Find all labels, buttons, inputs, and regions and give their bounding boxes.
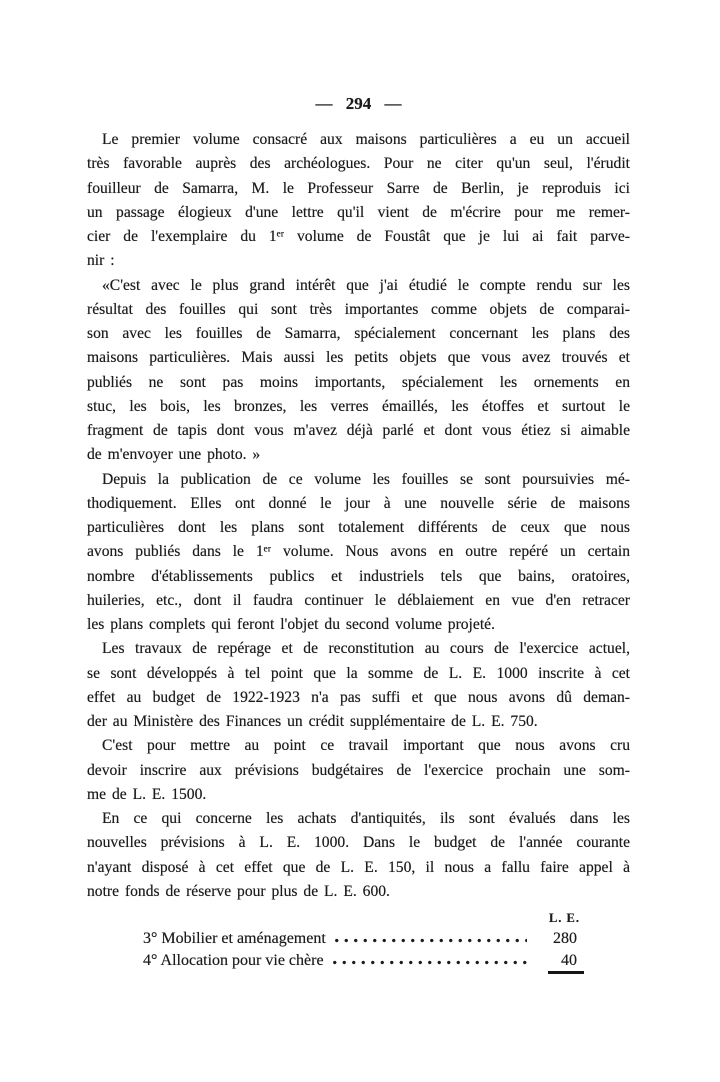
text-line: nir : <box>87 252 115 270</box>
text-line: un passage élogieux d'une lettre qu'il vient de m'écrire pour me remer- <box>87 203 630 221</box>
text-line: très favorable auprès des archéologues. Pour ne citer qu'un seul, l'érudit <box>87 155 630 173</box>
ledger-row-label: 4° Allocation pour vie chère <box>143 952 324 969</box>
text-line: Le premier volume consacré aux maisons particulières a eu un accueil <box>102 131 630 148</box>
total-rule <box>548 971 584 974</box>
text-line: se sont développés à tel point que la somme de L. E. 1000 inscrite à cet <box>87 664 630 682</box>
text-line: avons publiés dans le 1ᵉʳ volume. Nous avons en outre repéré un certain <box>87 543 630 561</box>
text-line: les plans complets qui feront l'objet du second volume projeté. <box>87 616 495 633</box>
text-line: son avec les fouilles de Samarra, spécialement concernant les plans des <box>87 325 630 342</box>
text-line: n'ayant disposé à cet effet que de L. E. 150, il nous a fallu faire appel à <box>87 858 630 876</box>
currency-column-header: L. E. <box>548 911 580 925</box>
text-line: nombre d'établissements publics et industriels tels que bains, oratoires, <box>87 567 630 585</box>
text-line: de m'envoyer une photo. » <box>87 446 261 464</box>
dot-leader <box>332 938 527 943</box>
text-line: maisons particulières. Mais aussi les petits objets que vous avez trouvés et <box>87 349 630 367</box>
ledger-row <box>87 928 630 950</box>
text-line: En ce qui concerne les achats d'antiquités, ils sont évalués dans les <box>102 810 630 827</box>
text-line: thodiquement. Elles ont donné le jour à une nouvelle série de maisons <box>87 494 630 512</box>
text-line: huileries, etc., dont il faudra continuer le déblaiement en vue d'en retracer <box>87 591 630 609</box>
text-line: devoir inscrire aux prévisions budgétaires de l'exercice prochain une som- <box>87 761 630 779</box>
ledger-row-value: 280 <box>553 930 577 947</box>
text-line: «C'est avec le plus grand intérêt que j'ai étudié le compte rendu sur les <box>102 276 630 294</box>
text-line: effet au budget de 1922-1923 n'a pas suffi et que nous avons dû deman- <box>87 688 630 706</box>
ledger-row <box>87 950 630 972</box>
text-line: me de L. E. 1500. <box>87 785 207 803</box>
text-line: résultat des fouilles qui sont très importantes comme objets de comparai- <box>87 300 630 318</box>
text-line: fragment de tapis dont vous m'avez déjà parlé et dont vous étiez si aimable <box>87 422 630 439</box>
text-line: publiés ne sont pas moins importants, spécialement les ornements en <box>87 373 630 391</box>
text-line: der au Ministère des Finances un crédit supplémentaire de L. E. 750. <box>87 713 538 730</box>
body-text <box>87 128 630 904</box>
dot-leader <box>330 960 527 965</box>
text-line: C'est pour mettre au point ce travail important que nous avons cru <box>102 737 630 755</box>
text-line: Les travaux de repérage et de reconstitution au cours de l'exercice actuel, <box>102 640 630 658</box>
text-line: particulières dont les plans sont totalement différents de ceux que nous <box>87 519 630 536</box>
text-line: fouilleur de Samarra, M. le Professeur Sarre de Berlin, je reproduis ici <box>87 179 630 197</box>
ledger-row-label: 3° Mobilier et aménagement <box>143 930 326 947</box>
text-line: Depuis la publication de ce volume les fouilles se sont poursuivies mé- <box>102 470 630 488</box>
text-line: nouvelles prévisions à L. E. 1000. Dans le budget de l'année courante <box>87 834 630 852</box>
ledger-row-value: 40 <box>561 952 577 969</box>
page-number: — 294 — <box>315 94 402 113</box>
ledger-rows <box>87 928 630 972</box>
text-line: stuc, les bois, les bronzes, les verres émaillés, les étoffes et surtout le <box>87 397 630 415</box>
text-line: notre fonds de réserve pour plus de L. E. 600. <box>87 882 390 900</box>
budget-ledger <box>87 911 630 972</box>
text-line: cier de l'exemplaire du 1ᵉʳ volume de Foustât que je lui ai fait parve- <box>87 228 630 245</box>
